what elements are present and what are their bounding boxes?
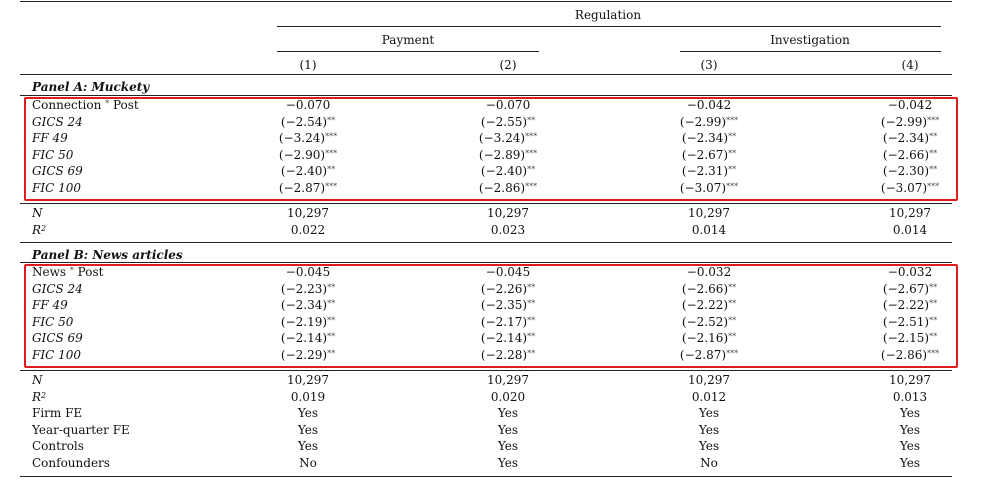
stats-label <box>32 389 46 405</box>
table-cell <box>883 281 937 297</box>
cell-value: (−2.34) <box>681 131 729 146</box>
header-investigation: Investigation <box>770 33 850 47</box>
stats-cell: Yes <box>899 439 921 454</box>
col-header-3: (3) <box>700 58 718 72</box>
cell-value: (−3.24) <box>278 131 326 146</box>
table-cell <box>883 130 937 146</box>
table-cell <box>682 281 736 297</box>
significance-stars: ** <box>728 299 737 309</box>
significance-stars: ** <box>728 332 737 342</box>
cell-value: −0.042 <box>686 98 732 112</box>
table-cell <box>479 147 537 163</box>
cell-value: −0.032 <box>887 265 933 279</box>
table-cell <box>481 347 535 363</box>
row-label-text: Connection <box>32 98 106 112</box>
significance-stars: ** <box>929 165 938 175</box>
stats-cell: 0.020 <box>490 389 526 404</box>
row-label: FIC 50 <box>32 147 74 162</box>
significance-stars: ** <box>327 315 336 325</box>
cell-value: (−2.17) <box>480 314 528 329</box>
significance-stars: ** <box>527 315 536 325</box>
row-label-text: Post <box>109 98 139 112</box>
cell-value: (−2.35) <box>480 298 528 313</box>
significance-stars: *** <box>525 132 538 142</box>
table-cell <box>279 147 337 163</box>
stats-label-text: R <box>32 222 42 237</box>
header-bottom-rule <box>20 74 952 75</box>
significance-stars: ** <box>929 332 938 342</box>
table-cell <box>888 97 932 113</box>
table-cell <box>682 297 736 313</box>
significance-stars: ** <box>929 282 938 292</box>
significance-stars: ** <box>728 148 737 158</box>
stats-label-text: Controls <box>32 439 84 454</box>
significance-stars: ** <box>929 148 938 158</box>
significance-stars: ** <box>327 165 336 175</box>
significance-stars: ** <box>929 299 938 309</box>
cell-value: (−2.54) <box>280 114 328 129</box>
stats-cell: Yes <box>899 456 921 470</box>
significance-stars: ** <box>527 299 536 309</box>
interaction-star: * <box>69 266 74 275</box>
significance-stars: *** <box>525 182 538 191</box>
stats-cell: 0.013 <box>892 389 928 404</box>
stats-cell: 0.012 <box>691 389 727 404</box>
cell-value: (−2.40) <box>480 164 528 179</box>
stats-cell: 0.014 <box>691 222 727 237</box>
significance-stars: *** <box>726 115 739 125</box>
table-cell <box>687 97 731 113</box>
cell-value: (−2.34) <box>280 298 328 313</box>
significance-stars: ** <box>327 115 336 125</box>
cell-value: (−2.23) <box>280 281 328 296</box>
significance-stars: *** <box>325 182 338 191</box>
table-cell <box>680 114 738 130</box>
row-label: GICS 24 <box>32 114 83 129</box>
table-cell <box>883 147 937 163</box>
stats-cell: 10,297 <box>487 373 529 387</box>
table-cell <box>883 297 937 313</box>
row-label: FIC 100 <box>32 181 81 195</box>
cell-value: (−2.34) <box>882 131 930 146</box>
significance-stars: *** <box>525 148 538 158</box>
table-cell <box>481 330 535 346</box>
stats-cell: 0.014 <box>892 222 928 237</box>
stats-cell: Yes <box>899 406 921 421</box>
significance-stars: ** <box>327 332 336 342</box>
stats-cell: Yes <box>297 406 319 421</box>
significance-stars: ** <box>527 282 536 292</box>
cell-value: (−2.52) <box>681 314 729 329</box>
table-cell <box>479 130 537 146</box>
stats-cell: Yes <box>497 439 519 454</box>
stats-label <box>32 422 130 438</box>
table-cell <box>281 114 335 130</box>
panel-a-rule <box>20 95 952 96</box>
stats-cell: Yes <box>497 406 519 421</box>
significance-stars: ** <box>929 132 938 142</box>
stats-cell: Yes <box>698 439 720 454</box>
cell-value: (−2.14) <box>280 331 328 346</box>
row-label: GICS 69 <box>32 331 83 346</box>
cell-value: −0.032 <box>686 265 732 279</box>
significance-stars: ** <box>527 115 536 125</box>
table-cell <box>881 114 939 130</box>
stats-cell: 0.019 <box>290 389 326 404</box>
table-cell <box>281 330 335 346</box>
table-cell <box>883 163 937 179</box>
table-cell <box>481 314 535 330</box>
table-cell <box>682 330 736 346</box>
table-cell <box>687 264 731 280</box>
significance-stars: ** <box>327 299 336 309</box>
stats-cell: 10,297 <box>287 373 329 387</box>
stats-cell: No <box>700 456 718 470</box>
stats-cell: Yes <box>297 422 319 437</box>
table-cell <box>481 297 535 313</box>
cell-value: (−2.67) <box>681 147 729 162</box>
table-cell <box>680 180 738 196</box>
significance-stars: *** <box>726 349 739 358</box>
stats-cell: 0.023 <box>490 222 526 237</box>
stats-cell: 10,297 <box>487 206 529 220</box>
cell-value: (−2.89) <box>478 147 526 162</box>
stats-cell: Yes <box>698 406 720 421</box>
table-cell <box>481 114 535 130</box>
row-label: FIC 50 <box>32 314 74 329</box>
table-cell <box>481 281 535 297</box>
table-cell <box>281 314 335 330</box>
cell-value: −0.070 <box>485 98 531 112</box>
significance-stars: ** <box>527 165 536 175</box>
table-cell <box>279 130 337 146</box>
cell-value: (−2.55) <box>480 114 528 129</box>
cell-value: (−3.07) <box>880 181 928 195</box>
significance-stars: ** <box>728 165 737 175</box>
table-cell <box>682 147 736 163</box>
stats-label <box>32 205 43 221</box>
row-label: GICS 24 <box>32 281 83 296</box>
table-cell <box>279 180 337 196</box>
table-cell <box>682 163 736 179</box>
cell-value: (−3.24) <box>478 131 526 146</box>
significance-stars: *** <box>726 182 739 191</box>
panel-b-stats-rule <box>20 370 952 371</box>
row-label <box>32 97 139 113</box>
table-cell <box>281 163 335 179</box>
table-cell <box>486 97 530 113</box>
significance-stars: ** <box>929 315 938 325</box>
cell-value: (−2.99) <box>679 114 727 129</box>
cell-value: (−2.87) <box>278 181 326 195</box>
cell-value: (−2.87) <box>679 348 727 362</box>
cell-value: (−2.90) <box>278 147 326 162</box>
header-regulation: Regulation <box>574 8 642 22</box>
significance-stars: ** <box>327 282 336 292</box>
cell-value: (−2.22) <box>681 298 729 313</box>
r2-superscript: 2 <box>41 223 47 233</box>
cell-value: (−2.40) <box>280 164 328 179</box>
table-cell <box>682 314 736 330</box>
col-header-1: (1) <box>299 58 317 72</box>
table-cell <box>888 264 932 280</box>
stats-label-text: R <box>32 389 42 404</box>
panel-b-top-rule <box>20 242 952 243</box>
col-header-2: (2) <box>499 58 517 72</box>
significance-stars: ** <box>327 349 336 358</box>
cell-value: (−2.28) <box>480 348 528 362</box>
r2-superscript: 2 <box>41 390 47 400</box>
header-payment: Payment <box>381 33 435 47</box>
table-cell <box>883 314 937 330</box>
cell-value: −0.042 <box>887 98 933 112</box>
stats-label-text: N <box>32 206 43 220</box>
significance-stars: *** <box>927 182 940 191</box>
stats-label <box>32 222 46 238</box>
cell-value: (−2.66) <box>681 281 729 296</box>
stats-label-text: N <box>32 373 43 387</box>
cell-value: (−2.66) <box>882 147 930 162</box>
cell-value: (−2.51) <box>882 314 930 329</box>
stats-label-text: Confounders <box>32 456 110 470</box>
significance-stars: ** <box>527 332 536 342</box>
stats-label-text: Firm FE <box>32 406 83 421</box>
table-cell <box>682 130 736 146</box>
stats-cell: 10,297 <box>889 206 931 220</box>
significance-stars: *** <box>927 115 940 125</box>
row-label <box>32 264 103 280</box>
stats-label <box>32 455 110 471</box>
stats-cell: 10,297 <box>287 206 329 220</box>
stats-label <box>32 372 43 388</box>
row-label-text: Post <box>73 265 104 279</box>
cell-value: (−2.31) <box>681 164 729 179</box>
cell-value: (−2.86) <box>880 348 928 362</box>
table-cell <box>479 180 537 196</box>
cell-value: (−2.19) <box>280 314 328 329</box>
table-cell <box>881 347 939 363</box>
cell-value: (−2.86) <box>478 181 526 195</box>
stats-label <box>32 438 84 454</box>
col-header-4: (4) <box>901 58 919 72</box>
cell-value: (−2.14) <box>480 331 528 346</box>
cell-value: (−2.29) <box>280 348 328 362</box>
table-cell <box>481 163 535 179</box>
row-label: FF 49 <box>32 131 68 146</box>
significance-stars: *** <box>325 148 338 158</box>
table-cell <box>286 264 330 280</box>
cell-value: −0.045 <box>485 265 531 279</box>
table-cell <box>883 330 937 346</box>
row-label: GICS 69 <box>32 164 83 179</box>
stats-cell: 10,297 <box>688 373 730 387</box>
stats-cell: 10,297 <box>889 373 931 387</box>
row-label-text: News <box>32 265 70 279</box>
table-cell <box>486 264 530 280</box>
table-cell <box>281 297 335 313</box>
payment-rule <box>277 51 539 52</box>
significance-stars: ** <box>728 282 737 292</box>
cell-value: −0.045 <box>285 265 331 279</box>
cell-value: (−2.26) <box>480 281 528 296</box>
cell-value: (−2.16) <box>681 331 729 346</box>
stats-cell: 0.022 <box>290 222 326 237</box>
regulation-rule <box>277 26 941 27</box>
stats-cell: Yes <box>698 422 720 437</box>
stats-cell: No <box>299 456 317 470</box>
table-cell <box>881 180 939 196</box>
significance-stars: ** <box>728 132 737 142</box>
stats-cell: Yes <box>899 422 921 437</box>
bottom-rule <box>20 476 952 477</box>
cell-value: (−2.15) <box>882 331 930 346</box>
stats-cell: Yes <box>297 439 319 454</box>
stats-cell: Yes <box>497 422 519 437</box>
panel-b-title: Panel B: News articles <box>32 248 183 262</box>
stats-label-text: Year-quarter FE <box>32 422 130 437</box>
panel-a-stats-rule <box>20 203 952 204</box>
table-cell <box>281 281 335 297</box>
table-cell <box>286 97 330 113</box>
panel-a-title: Panel A: Muckety <box>32 80 150 94</box>
significance-stars: *** <box>927 349 940 358</box>
stats-label <box>32 405 82 421</box>
significance-stars: ** <box>728 315 737 325</box>
stats-cell: 10,297 <box>688 206 730 220</box>
significance-stars: ** <box>527 349 536 358</box>
cell-value: (−3.07) <box>679 181 727 195</box>
cell-value: (−2.30) <box>882 164 930 179</box>
table-cell <box>680 347 738 363</box>
row-label: FF 49 <box>32 298 68 313</box>
top-rule <box>20 1 952 2</box>
interaction-star: * <box>105 99 110 108</box>
cell-value: (−2.67) <box>882 281 930 296</box>
cell-value: −0.070 <box>285 98 331 112</box>
cell-value: (−2.99) <box>880 114 928 129</box>
row-label: FIC 100 <box>32 348 81 362</box>
stats-cell: Yes <box>497 456 519 470</box>
table-cell <box>281 347 335 363</box>
investigation-rule <box>680 51 941 52</box>
panel-b-rule <box>20 262 952 263</box>
cell-value: (−2.22) <box>882 298 930 313</box>
significance-stars: *** <box>325 132 338 142</box>
